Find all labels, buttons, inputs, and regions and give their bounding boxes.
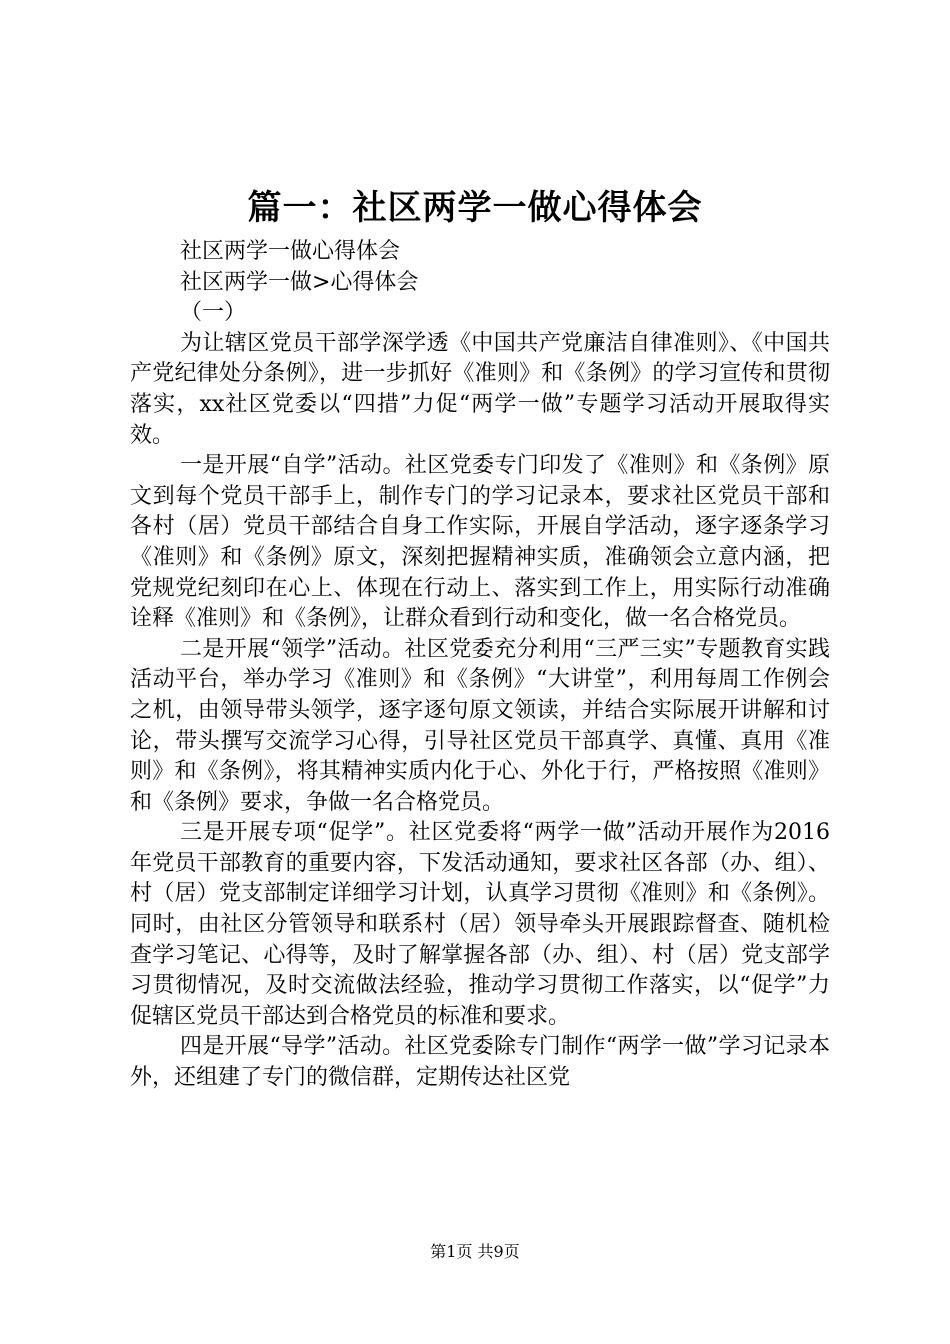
paragraph: 一是开展“自学”活动。社区党委专门印发了《准则》和《条例》原文到每个党员干部手上，制作专门的学习记录本，要求社区党员干部和各村（居）党员干部结合自身工作实际，开展自学活动，逐字逐条学习《准则》和《条例》原文，深刻把握精神实质，准确领会立意内涵，把党规党纪刻印在心上、体现在行动上、落实到工作上，用实际行动准确诠释《准则》和《条例》，让群众看到行动和变化，做一名合格党员。 (130, 453, 830, 632)
document-body (130, 237, 830, 1094)
page-number-footer: 第1页 共9页 (430, 1242, 520, 1261)
document-title: 篇一：社区两学一做心得体会 (247, 188, 703, 228)
paragraph: 四是开展“导学”活动。社区党委除专门制作“两学一做”学习记录本外，还组建了专门的微信群，定期传达社区党 (130, 1034, 830, 1091)
section-marker: （一） (180, 300, 247, 326)
subtitle-line: 社区两学一做心得体会 (180, 239, 401, 264)
subtitle-line: 社区两学一做>心得体会 (180, 269, 419, 295)
paragraph: 二是开展“领学”活动。社区党委充分利用“三严三实”专题教育实践活动平台，举办学习《准则》和《条例》“大讲堂”，利用每周工作例会之机，由领导带头领学，逐字逐句原文领读，并结合实际展开讲解和讨论，带头撰写交流学习心得，引导社区党员干部真学、真懂、真用《准则》和《条例》，将其精神实质内化于心、外化于行，严格按照《准则》和《条例》要求，争做一名合格党员。 (130, 636, 830, 815)
paragraph: 为让辖区党员干部学深学透《中国共产党廉洁自律准则》、《中国共产党纪律处分条例》，进一步抓好《准则》和《条例》的学习宣传和贯彻落实，xx社区党委以“四措”力促“两学一做”专题学习活动开展取得实效。 (130, 330, 830, 448)
paragraph: 三是开展专项“促学”。社区党委将“两学一做”活动开展作为2016年党员干部教育的重要内容，下发活动通知，要求社区各部（办、组）、村（居）党支部制定详细学习计划，认真学习贯彻《准则》和《条例》。同时，由社区分管领导和联系村（居）领导牵头开展跟踪督查、随机检查学习笔记、心得等，及时了解掌握各部（办、组）、村（居）党支部学习贯彻情况，及时交流做法经验，推动学习贯彻工作落实，以“促学”力促辖区党员干部达到合格党员的标准和要求。 (130, 820, 830, 1029)
